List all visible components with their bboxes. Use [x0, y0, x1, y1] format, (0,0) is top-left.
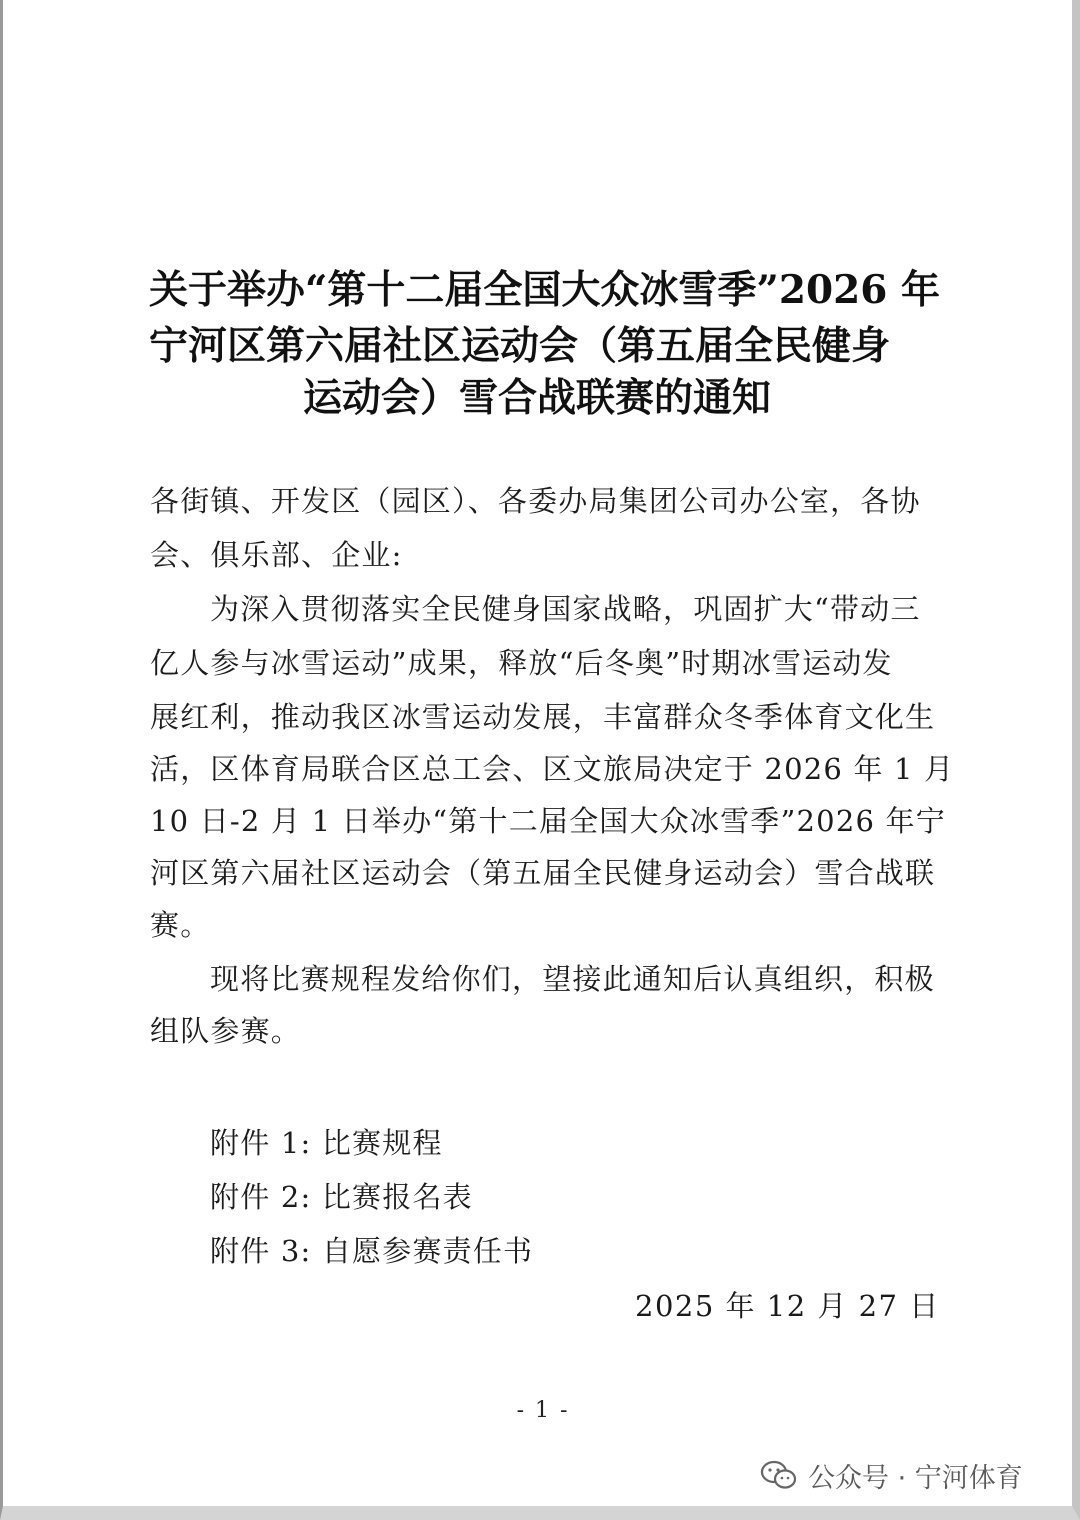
attachment-3: 附件 3: 自愿参赛责任书	[210, 1234, 534, 1268]
body-line-6: 河区第六届社区运动会（第五届全民健身运动会）雪合战联	[150, 856, 936, 890]
document-title-line-1: 关于举办“第十二届全国大众冰雪季”2026 年	[149, 267, 940, 313]
recipients-line-1: 各街镇、开发区（园区）、各委办局集团公司办公室，各协	[150, 484, 921, 518]
wechat-icon	[760, 1460, 798, 1490]
body-line-7: 赛。	[150, 908, 211, 942]
body-line-3: 展红利，推动我区冰雪运动发展，丰富群众冬季体育文化生	[150, 700, 936, 734]
body-line-2: 亿人参与冰雪运动”成果，释放“后冬奥”时期冰雪运动发	[150, 646, 893, 680]
request-line-1: 现将比赛规程发给你们，望接此通知后认真组织，积极	[210, 962, 935, 996]
attachment-2: 附件 2: 比赛报名表	[210, 1180, 473, 1214]
body-line-1: 为深入贯彻落实全民健身国家战略，巩固扩大“带动三	[210, 592, 921, 626]
document-title-line-2: 宁河区第六届社区运动会（第五届全民健身	[149, 323, 891, 369]
body-line-5: 10 日-2 月 1 日举办“第十二届全国大众冰雪季”2026 年宁	[150, 804, 946, 838]
page-number: - 1 -	[516, 1398, 570, 1423]
issue-date: 2025 年 12 月 27 日	[635, 1289, 940, 1323]
request-line-2: 组队参赛。	[150, 1014, 302, 1048]
recipients-line-2: 会、俱乐部、企业:	[150, 538, 403, 572]
watermark	[760, 1455, 1023, 1495]
document-title-line-3: 运动会）雪合战联赛的通知	[303, 375, 772, 421]
body-line-4: 活，区体育局联合区总工会、区文旅局决定于 2026 年 1 月	[150, 752, 955, 786]
attachment-1: 附件 1: 比赛规程	[210, 1126, 443, 1160]
watermark-text: 公众号 · 宁河体育	[808, 1462, 1023, 1494]
